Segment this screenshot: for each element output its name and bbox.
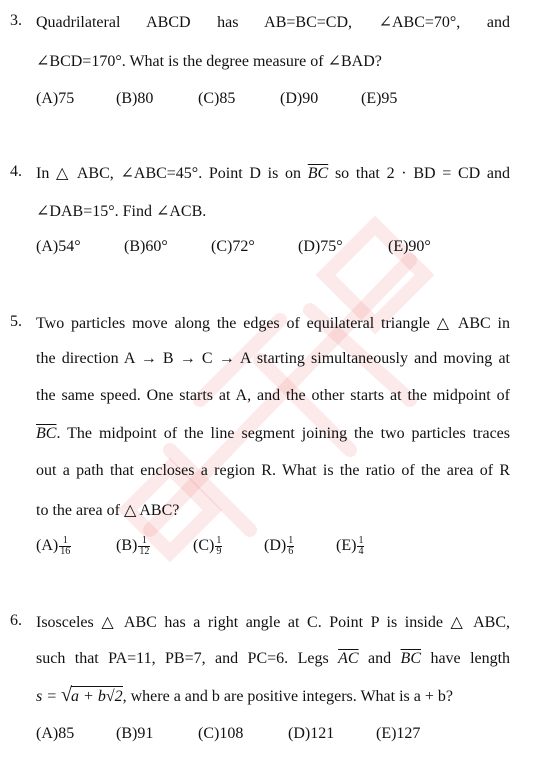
- choice-a[interactable]: (A)75: [36, 90, 75, 107]
- fraction: [59, 536, 71, 557]
- choice-label: (B): [116, 537, 138, 555]
- choice-a[interactable]: [36, 536, 71, 557]
- question-number: 3.: [10, 12, 22, 29]
- question-text-line: the direction A → B → C → A starting simultaneously and moving at: [36, 350, 510, 367]
- numerator: 1: [288, 535, 294, 546]
- segment-label: $\overline{AC}$: [338, 650, 359, 667]
- segment-label: $\overline{BC}$: [400, 650, 421, 667]
- numerator: 1: [216, 535, 222, 546]
- text-fragment: and: [368, 650, 392, 667]
- choice-c[interactable]: (C)85: [198, 90, 236, 107]
- answer-choices: [36, 90, 436, 112]
- question-text-line: out a path that encloses a region R. What is the ratio of the area of R: [36, 462, 510, 479]
- denominator: 6: [288, 546, 294, 557]
- question-text-line: ∠DAB=15°. Find ∠ACB.: [36, 203, 207, 220]
- segment-label: $\overline{BC}$: [36, 425, 57, 442]
- denominator: 4: [358, 546, 364, 557]
- text-fragment: , where a and b are positive integers. What is a + b?: [122, 688, 453, 705]
- choice-b[interactable]: [116, 536, 150, 557]
- choice-d[interactable]: [264, 536, 294, 557]
- fraction: [138, 536, 150, 557]
- denominator: 12: [139, 546, 150, 557]
- answer-choices: [36, 238, 456, 260]
- choice-c[interactable]: (C)108: [198, 725, 244, 742]
- answer-choices: [36, 725, 436, 747]
- radicand: a + b√2: [71, 688, 123, 705]
- square-root: [61, 684, 123, 706]
- denominator: 16: [60, 546, 71, 557]
- numerator: 1: [358, 535, 364, 546]
- choice-c[interactable]: [193, 536, 222, 557]
- choice-b[interactable]: (B)80: [116, 90, 154, 107]
- question-text-line: [36, 425, 510, 443]
- question-text-line: the same speed. One starts at A, and the other starts at the midpoint of: [36, 387, 510, 404]
- text-fragment: so that 2 · BD = CD and: [334, 165, 511, 182]
- fraction: [357, 536, 364, 557]
- choice-label: (E): [336, 537, 357, 555]
- choice-a[interactable]: (A)54°: [36, 238, 81, 255]
- segment-label: $\overline{BC}$: [307, 165, 329, 182]
- choice-c[interactable]: (C)72°: [211, 238, 255, 255]
- choice-label: (C): [193, 537, 215, 555]
- question-number: 4.: [10, 163, 22, 180]
- choice-label: (A): [36, 537, 59, 555]
- fraction: [215, 536, 222, 557]
- choice-e[interactable]: (E)127: [376, 725, 421, 742]
- question-number: 6.: [10, 612, 22, 629]
- choice-e[interactable]: (E)90°: [388, 238, 431, 255]
- choice-label: (D): [264, 537, 287, 555]
- text-fragment: such that PA=11, PB=7, and PC=6. Legs: [36, 650, 329, 667]
- choice-d[interactable]: (D)90: [280, 90, 319, 107]
- text-fragment: In △ ABC, ∠ABC=45°. Point D is on: [36, 165, 302, 182]
- choice-a[interactable]: (A)85: [36, 725, 75, 742]
- choice-d[interactable]: (D)121: [288, 725, 335, 742]
- text-fragment: s =: [36, 688, 58, 705]
- answer-choices: [36, 536, 396, 566]
- question-text-line: Isosceles △ ABC has a right angle at C. Point P is inside △ ABC,: [36, 614, 510, 631]
- denominator: 9: [216, 546, 222, 557]
- choice-b[interactable]: (B)60°: [124, 238, 168, 255]
- question-number: 5.: [10, 313, 22, 330]
- text-fragment: have length: [430, 650, 511, 667]
- choice-e[interactable]: (E)95: [361, 90, 398, 107]
- choice-d[interactable]: (D)75°: [298, 238, 343, 255]
- text-fragment: . The midpoint of the line segment joining the two particles traces: [56, 425, 510, 442]
- fraction: [287, 536, 294, 557]
- question-text-line: Quadrilateral ABCD has AB=BC=CD, ∠ABC=70°, and: [36, 14, 510, 31]
- numerator: 1: [59, 536, 71, 547]
- question-text-line: ∠BCD=170°. What is the degree measure of ∠BAD?: [36, 53, 382, 70]
- question-text-line: [36, 163, 510, 183]
- numerator: 1: [138, 536, 150, 547]
- choice-b[interactable]: (B)91: [116, 725, 154, 742]
- question-text-line: to the area of △ ABC?: [36, 502, 180, 519]
- question-text-line: Two particles move along the edges of equilateral triangle △ ABC in: [36, 315, 510, 332]
- choice-e[interactable]: [336, 536, 364, 557]
- radical-sign-icon: √: [61, 684, 73, 706]
- question-text-line: [36, 650, 510, 668]
- question-text-line: [36, 684, 453, 706]
